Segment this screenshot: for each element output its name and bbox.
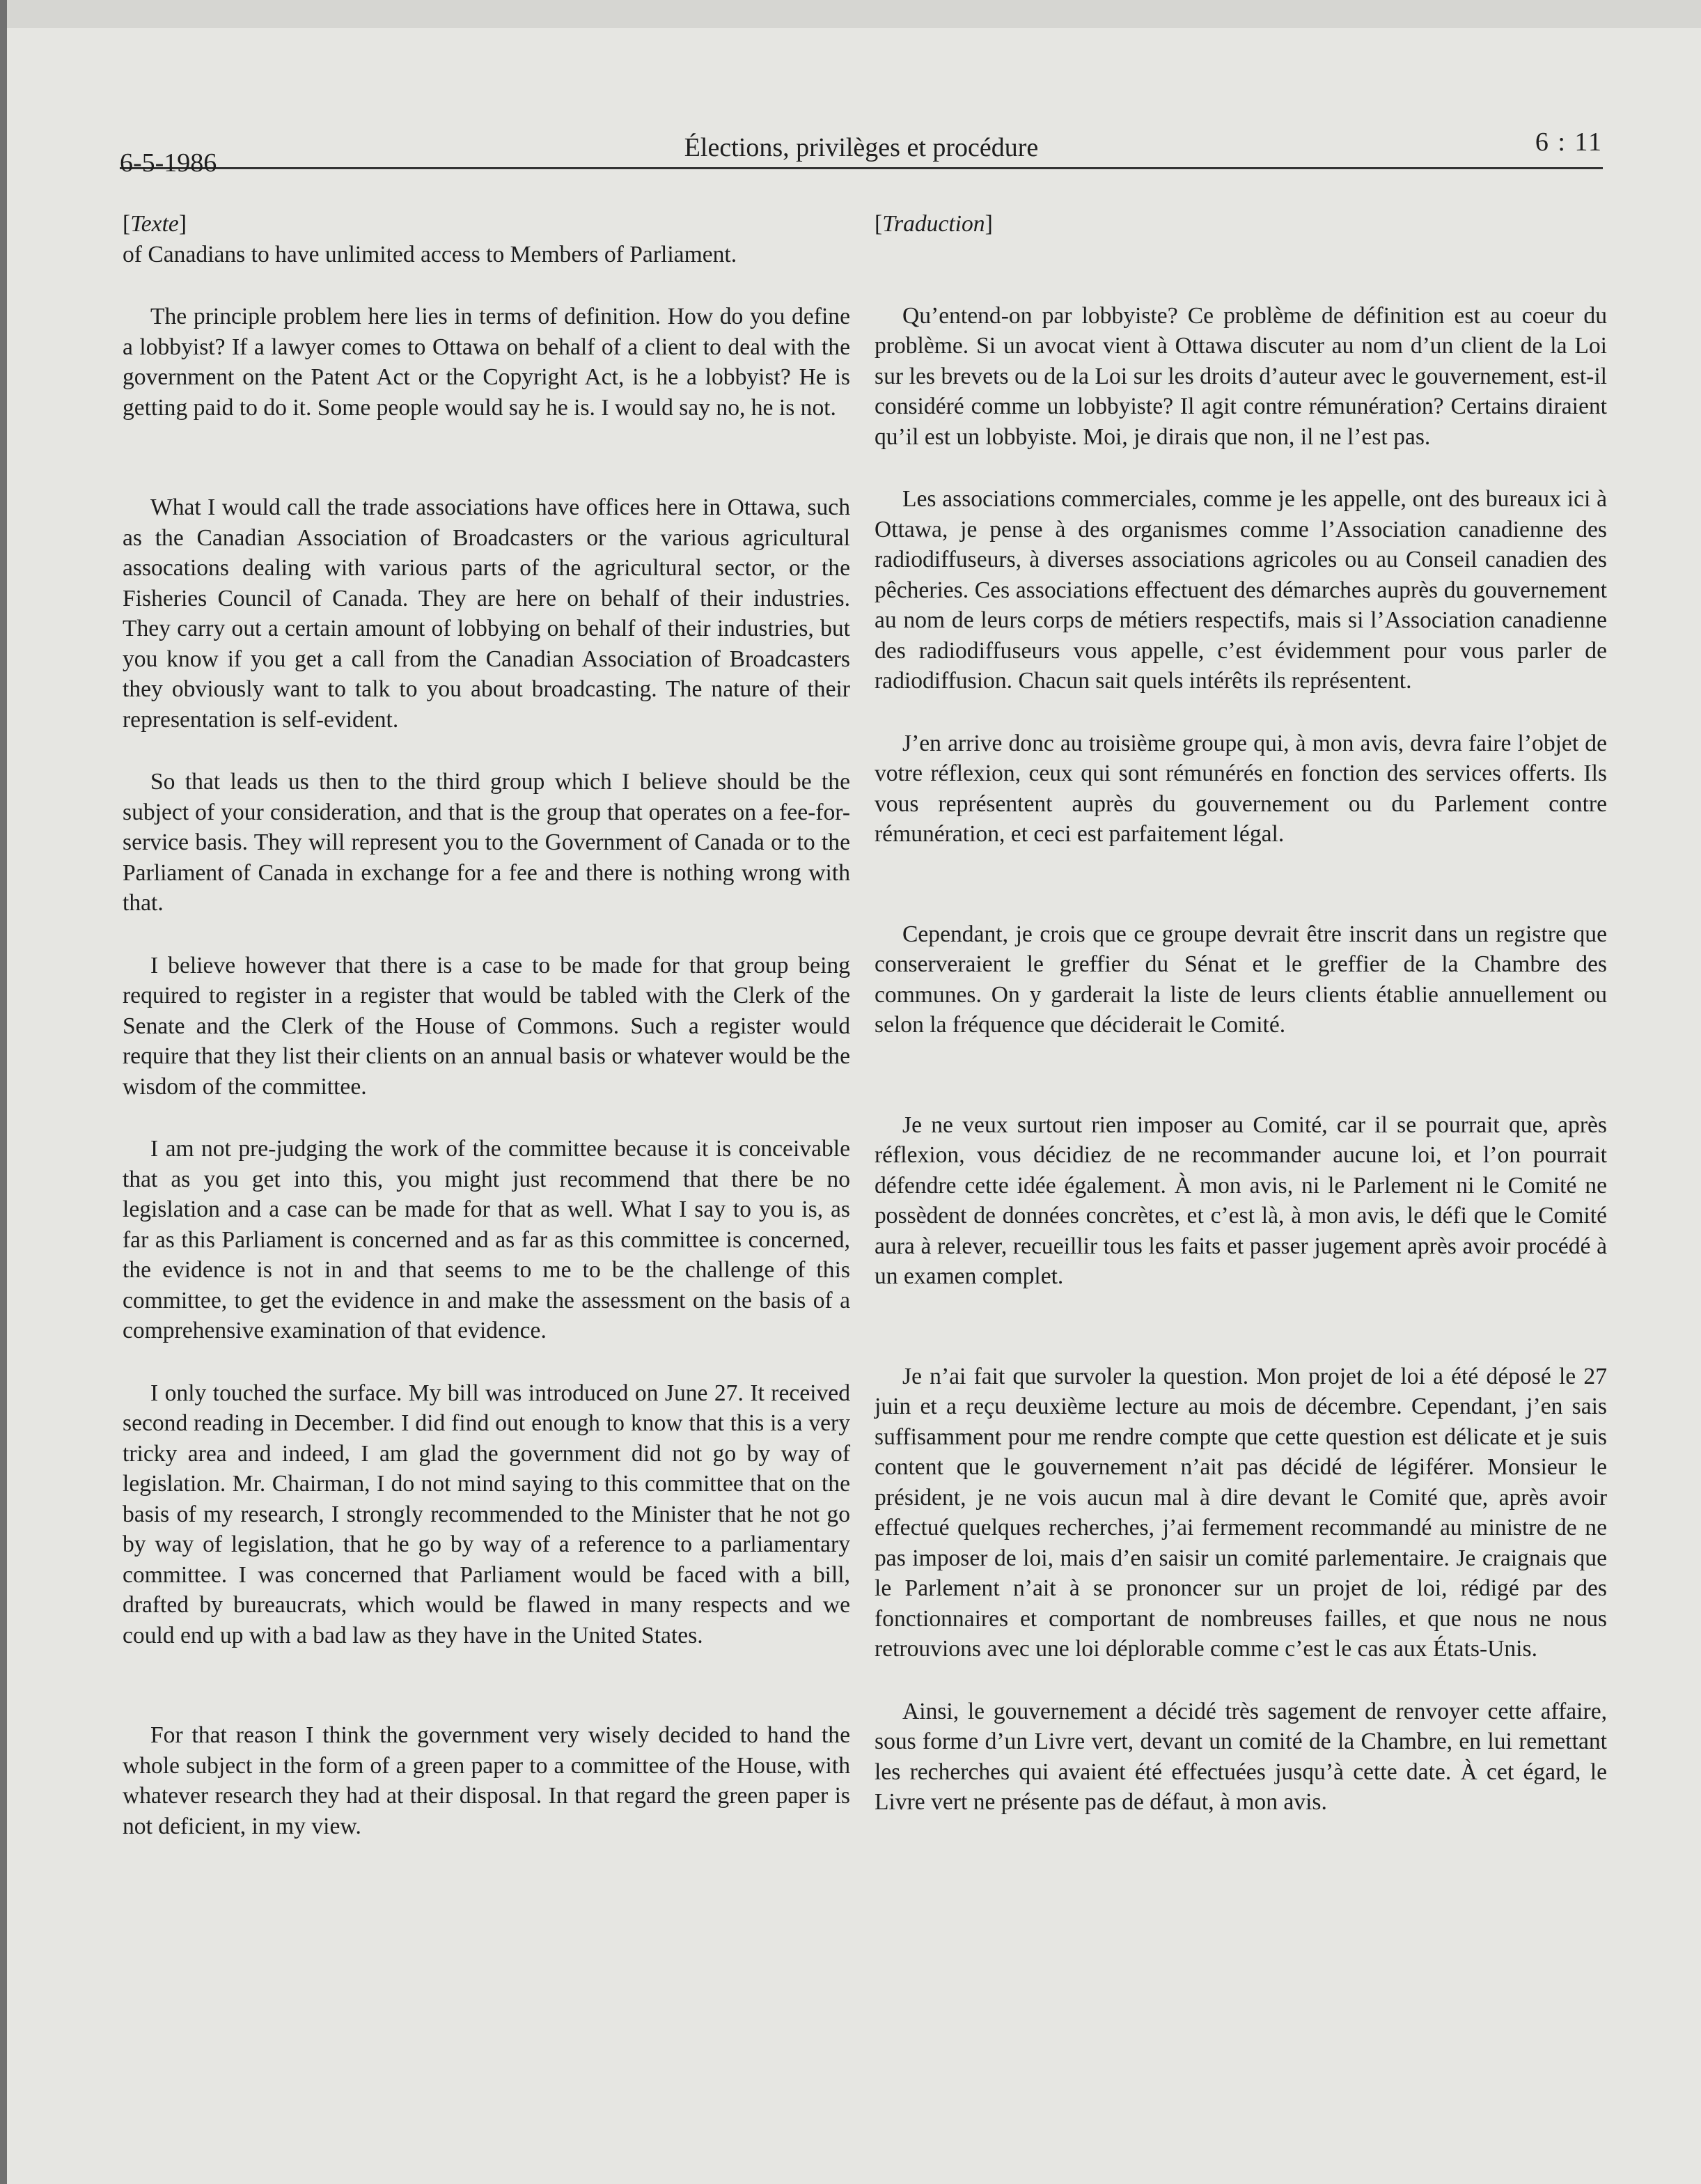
header-page-number: 6 : 11 (1535, 127, 1603, 157)
paragraph: J’en arrive donc au troisième groupe qui, à mon avis, devra faire l’objet de votre réflexion, ceux qui sont rémunérés en fonction des services offerts. Ils vous représentent auprès du gouvernement ou du Parlement contre rémunération, et ceci est parfaitement légal. (875, 730, 1607, 847)
paragraph: I believe however that there is a case to be made for that group being required to register in a register that would be tabled with the Clerk of the Senate and the Clerk of the House of Commons. Such a register would require that they list their clients on an annual basis or whatever would be the wisdom of the committee. (123, 952, 850, 1100)
header-title: Élections, privilèges et procédure (684, 133, 1039, 162)
page-top-band (7, 0, 1701, 28)
paragraph: Je n’ai fait que survoler la question. Mon projet de loi a été déposé le 27 juin et a reçu deuxième lecture au mois de décembre. Cependant, j’en sais suffisamment pour me rendre compte que cette question est délicate et je suis content que le gouvernement n’ait pas décidé de légiférer. Monsieur le président, je ne vois aucun mal à dire devant le Comité que, après avoir effectué quelques recherches, j’ai fermement recommandé au ministre de ne pas imposer de loi, mais d’en saisir un comité parlementaire. Je craignais que le Parlement n’ait à se prononcer sur un projet de loi, rédigé par des fonctionnaires et comportant de nombreuses failles, et que nous ne nous retrouvions avec une loi déplorable comme c’est le cas aux États-Unis. (875, 1363, 1607, 1662)
paragraph: Je ne veux surtout rien imposer au Comité, car il se pourrait que, après réflexion, vous décidiez de ne recommander aucune loi, et l’on pourrait défendre cette idée également. À mon avis, ni le Parlement ni le Comité ne possèdent de données concrètes, et c’est là, à mon avis, le défi que le Comité aura à relever, recueillir tous les faits et passer jugement après avoir procédé à un examen complet. (875, 1112, 1607, 1289)
paragraph: Les associations commerciales, comme je les appelle, ont des bureaux ici à Ottawa, je pense à des organismes comme l’Association canadienne des radiodiffuseurs, à diverses associations agricoles ou au Conseil canadien des pêcheries. Ces associations effectuent des démarches auprès du gouvernement au nom de leurs corps de métiers respectifs, mais si l’Association canadienne des radiodiffuseurs vous appelle, c’est évidemment pour vous parler de radiodiffusion. Chacun sait quels intérêts ils représentent. (875, 486, 1607, 694)
paragraph: For that reason I think the government very wisely decided to hand the whole subject in the form of a green paper to a committee of the House, with whatever research they had at their disposal. In that regard the green paper is not deficient, in my view. (123, 1722, 850, 1839)
paragraph: I only touched the surface. My bill was introduced on June 27. It received second reading in December. I did find out enough to know that this is a very tricky area and indeed, I am glad the government did not go by way of legislation. Mr. Chairman, I do not mind saying to this committee that on the basis of my research, I strongly recommended to the Minister that he not go by way of legislation, that he go by way of a reference to a parliamentary committee. I was concerned that Parliament would be faced with a bill, drafted by bureaucrats, which would be flawed in many respects and we could end up with a bad law as they have in the United States. (123, 1380, 850, 1648)
paragraph: I am not pre-judging the work of the committee because it is conceivable that as you get into this, you might just recommend that there be no legislation and a case can be made for that as well. What I say to you is, as far as this Parliament is concerned and as far as this committee is concerned, the evidence is not in and that seems to me to be the challenge of this committee, to get the evidence in and make the assessment on the basis of a comprehensive examination of that evidence. (123, 1136, 850, 1343)
label-texte: [Texte] (123, 211, 187, 237)
french-column (875, 209, 1607, 1818)
paragraph: The principle problem here lies in terms of definition. How do you define a lobbyist? If a lawyer comes to Ottawa on behalf of a client to deal with the government on the Patent Act or the Copyright Act, is he a lobbyist? He is getting paid to do it. Some people would say he is. I would say no, he is not. (123, 304, 850, 421)
paragraph: Ainsi, le gouvernement a décidé très sagement de renvoyer cette affaire, sous forme d’un Livre vert, devant un comité de la Chambre, en lui remettant les recherches qui avaient été effectuées jusqu’à cette date. À cet égard, le Livre vert ne présente pas de défaut, à mon avis. (875, 1698, 1607, 1815)
paragraph: Qu’entend-on par lobbyiste? Ce problème de définition est au coeur du problème. Si un avocat vient à Ottawa discuter au nom d’un client de la Loi sur les brevets ou de la Loi sur les droits d’auteur avec le gouvernement, est-il considéré comme un lobbyiste? Il agit contre rémunération? Certains diraient qu’il est un lobbyiste. Moi, je dirais que non, il ne l’est pas. (875, 302, 1607, 450)
binding-edge (0, 0, 7, 2184)
running-header (120, 127, 1603, 178)
paragraph: Cependant, je crois que ce groupe devrait être inscrit dans un registre que conserveraient le greffier du Sénat et le greffier de la Chambre des communes. On y garderait la liste de leurs clients établie annuellement ou selon la fréquence que déciderait le Comité. (875, 921, 1607, 1038)
header-date: 6-5-1986 (120, 148, 217, 178)
label-traduction: [Traduction] (875, 211, 993, 237)
english-column (123, 209, 850, 1841)
paragraph: So that leads us then to the third group which I believe should be the subject of your consideration, and that is the group that operates on a fee-for-service basis. They will represent you to the Government of Canada or to the Parliament of Canada in exchange for a fee and there is nothing wrong with that. (123, 769, 850, 916)
paragraph: of Canadians to have unlimited access to Members of Parliament. (123, 241, 737, 267)
paragraph: What I would call the trade associations have offices here in Ottawa, such as the Canadian Association of Broadcasters or the various agricultural assocations dealing with various parts of the agricultural sector, or the Fisheries Council of Canada. They are here on behalf of their industries. They carry out a certain amount of lobbying on behalf of their industries, but you know if you get a call from the Canadian Association of Broadcasters they obviously want to talk to you about broadcasting. The nature of their representation is self-evident. (123, 494, 850, 733)
